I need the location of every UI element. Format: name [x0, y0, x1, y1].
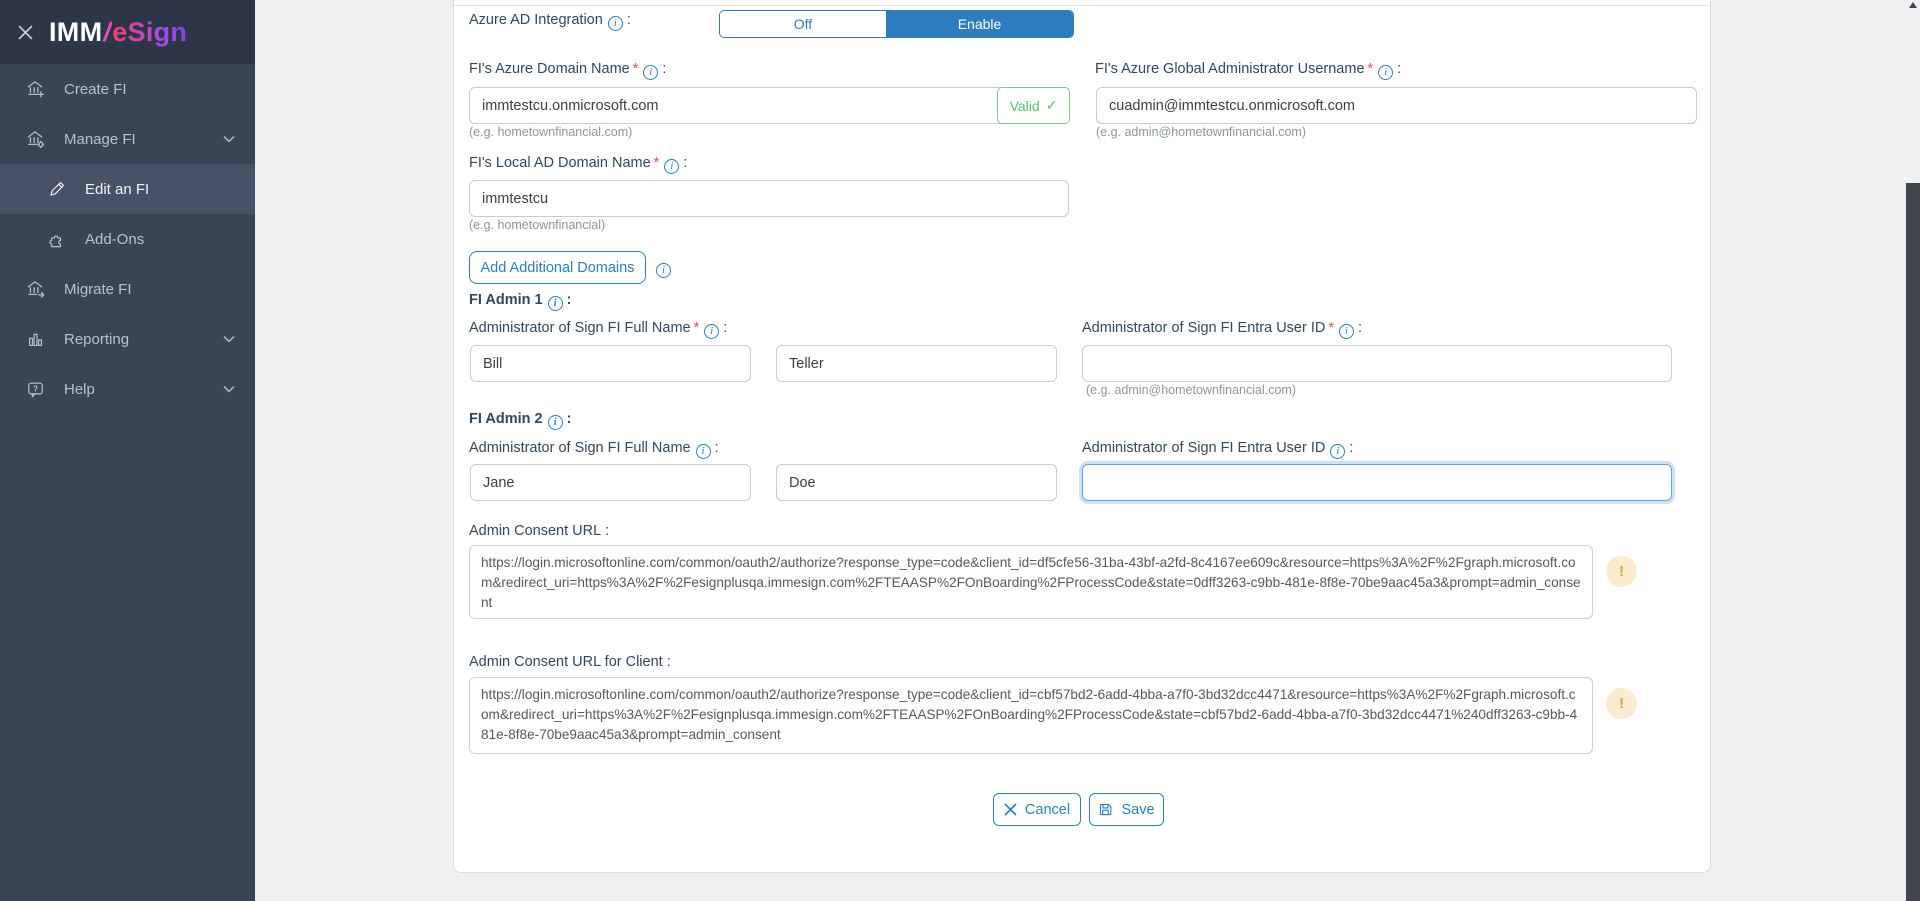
scrollbar-thumb[interactable] — [1906, 183, 1920, 901]
info-icon[interactable]: i — [548, 415, 563, 430]
admin-consent-url-client-textarea[interactable] — [469, 677, 1593, 754]
info-icon[interactable]: i — [656, 263, 671, 278]
admin2-last-name-input[interactable] — [776, 464, 1057, 501]
logo-slash: / — [103, 16, 112, 47]
admin1-full-name-label: Administrator of Sign FI Full Name * i : — [469, 320, 728, 337]
info-icon[interactable]: i — [643, 65, 658, 80]
fi-admin-1-title: FI Admin 1 i : — [469, 292, 572, 309]
scroll-up-arrow-icon[interactable] — [1909, 2, 1917, 8]
check-icon: ✓ — [1045, 97, 1058, 113]
info-icon[interactable]: i — [1378, 65, 1393, 80]
sidebar-item-help[interactable] — [0, 364, 255, 414]
info-icon[interactable]: i — [664, 159, 679, 174]
azure-ad-toggle[interactable] — [719, 10, 1074, 38]
global-admin-hint: (e.g. admin@hometownfinancial.com) — [1096, 125, 1307, 139]
cancel-button[interactable]: Cancel — [993, 793, 1081, 826]
save-floppy-icon — [1098, 802, 1113, 817]
save-button[interactable]: Save — [1089, 793, 1164, 826]
global-admin-username-label: FI's Azure Global Administrator Username * i : — [1095, 61, 1402, 78]
info-icon[interactable]: i — [1339, 324, 1354, 339]
valid-badge: Valid ✓ — [997, 87, 1070, 124]
local-ad-domain-label: FI's Local AD Domain Name * i : — [469, 155, 688, 172]
app-logo — [49, 17, 187, 48]
sidebar-item-manage-fi[interactable] — [0, 114, 255, 164]
scrollbar-track[interactable] — [1906, 0, 1920, 901]
section-divider — [454, 5, 1710, 6]
bar-chart-icon — [25, 329, 45, 349]
admin2-first-name-input[interactable] — [470, 464, 751, 501]
sidebar-item-migrate-fi[interactable] — [0, 264, 255, 314]
info-icon[interactable]: i — [608, 16, 623, 31]
chevron-down-icon — [223, 385, 235, 393]
question-bubble-icon — [25, 379, 45, 399]
close-icon[interactable] — [18, 25, 33, 40]
local-ad-domain-hint: (e.g. hometownfinancial) — [469, 218, 606, 232]
azure-domain-input[interactable] — [469, 87, 1069, 124]
azure-ad-integration-label: Azure AD Integration i : — [469, 12, 631, 29]
admin-consent-url-textarea[interactable] — [469, 545, 1593, 619]
sidebar — [0, 0, 255, 901]
sidebar-item-label: Reporting — [64, 330, 130, 348]
info-icon[interactable]: i — [1330, 444, 1345, 459]
logo-esign: eSign — [112, 16, 188, 47]
azure-domain-hint: (e.g. hometownfinancial.com) — [469, 125, 633, 139]
sidebar-item-add-ons[interactable] — [0, 214, 255, 264]
admin2-entra-id-input[interactable] — [1082, 464, 1672, 501]
chevron-down-icon — [223, 335, 235, 343]
admin-consent-url-label: Admin Consent URL : — [469, 523, 610, 539]
svg-text:?: ? — [32, 384, 38, 394]
sidebar-item-label: Help — [64, 380, 95, 398]
sidebar-item-label: Migrate FI — [64, 280, 132, 298]
azure-domain-name-label: FI's Azure Domain Name * i : — [469, 61, 667, 78]
global-admin-username-input[interactable] — [1096, 87, 1697, 124]
sidebar-item-label: Manage FI — [64, 130, 136, 148]
add-domains-info — [656, 259, 671, 278]
logo-imm: IMM — [49, 16, 103, 47]
info-icon[interactable]: i — [704, 324, 719, 339]
chevron-down-icon — [223, 135, 235, 143]
fi-admin-2-title: FI Admin 2 i : — [469, 411, 572, 428]
sidebar-item-edit-an-fi[interactable] — [0, 164, 255, 214]
admin1-entra-hint: (e.g. admin@hometownfinancial.com) — [1086, 383, 1297, 397]
pencil-icon — [46, 179, 66, 199]
admin-consent-url-client-label: Admin Consent URL for Client : — [469, 654, 671, 670]
admin1-entra-id-input[interactable] — [1082, 345, 1672, 382]
bank-arrow-icon — [25, 279, 45, 299]
admin1-last-name-input[interactable] — [776, 345, 1057, 382]
local-ad-domain-input[interactable] — [469, 180, 1069, 217]
info-icon[interactable]: i — [548, 296, 563, 311]
sidebar-item-create-fi[interactable] — [0, 64, 255, 114]
admin1-entra-id-label: Administrator of Sign FI Entra User ID * i : — [1082, 320, 1363, 337]
add-additional-domains-button[interactable]: Add Additional Domains — [469, 251, 646, 284]
sidebar-header — [0, 0, 255, 64]
sidebar-item-label: Add-Ons — [85, 230, 145, 248]
admin1-first-name-input[interactable] — [470, 345, 751, 382]
admin2-entra-id-label: Administrator of Sign FI Entra User ID i : — [1082, 440, 1354, 457]
puzzle-icon — [46, 229, 66, 249]
cancel-x-icon — [1004, 803, 1017, 816]
sidebar-item-label: Create FI — [64, 80, 127, 98]
bank-plus-icon — [25, 79, 45, 99]
sidebar-item-reporting[interactable] — [0, 314, 255, 364]
bank-gear-icon — [25, 129, 45, 149]
toggle-off-option[interactable]: Off — [720, 11, 886, 37]
sidebar-item-label: Edit an FI — [85, 180, 150, 198]
toggle-enable-option[interactable]: Enable — [886, 11, 1073, 37]
admin2-full-name-label: Administrator of Sign FI Full Name i : — [469, 440, 719, 457]
info-icon[interactable]: i — [696, 444, 711, 459]
warning-icon[interactable]: ! — [1606, 688, 1637, 719]
warning-icon[interactable]: ! — [1606, 556, 1637, 587]
